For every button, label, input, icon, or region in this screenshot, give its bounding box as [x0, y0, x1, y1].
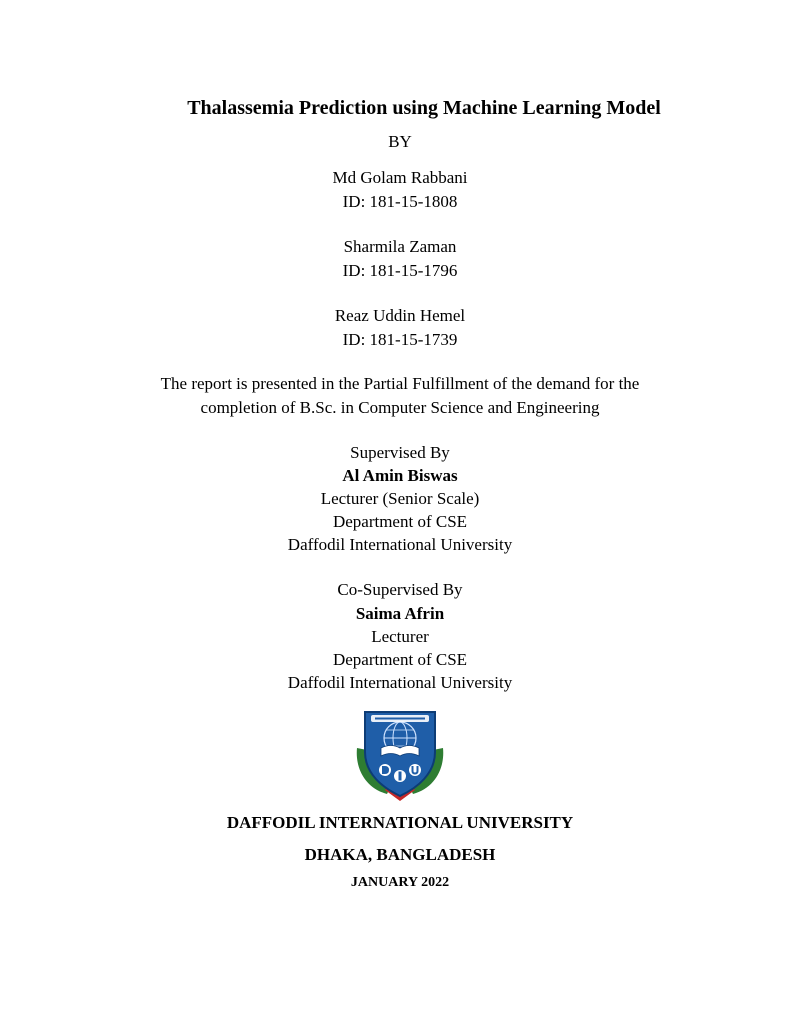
supervisor-label: Supervised By	[350, 443, 450, 462]
supervisor-department: Department of CSE	[332, 512, 468, 531]
report-date: JANUARY 2022	[350, 875, 450, 890]
university-crest-icon	[351, 708, 449, 802]
institution-location: DHAKA, BANGLADESH	[304, 845, 496, 864]
institution-name: DAFFODIL INTERNATIONAL UNIVERSITY	[226, 813, 574, 832]
author-id: ID: 181-15-1808	[342, 192, 458, 211]
statement-line: The report is presented in the Partial Fulfillment of the demand for the	[160, 374, 640, 393]
co-supervisor-name: Saima Afrin	[355, 604, 445, 623]
author-name: Reaz Uddin Hemel	[334, 306, 466, 325]
supervisor-university: Daffodil International University	[287, 535, 513, 554]
by-label: BY	[388, 132, 412, 151]
co-supervisor-department: Department of CSE	[332, 650, 468, 669]
co-supervisor-university: Daffodil International University	[287, 673, 513, 692]
author-id: ID: 181-15-1796	[342, 261, 458, 280]
author-name: Sharmila Zaman	[343, 237, 457, 256]
co-supervisor-label: Co-Supervised By	[337, 580, 463, 599]
report-title: Thalassemia Prediction using Machine Learning Model	[187, 97, 661, 119]
supervisor-name: Al Amin Biswas	[342, 466, 458, 485]
supervisor-position: Lecturer (Senior Scale)	[320, 489, 480, 508]
statement-line: completion of B.Sc. in Computer Science and Engineering	[200, 398, 600, 417]
co-supervisor-position: Lecturer	[371, 627, 429, 646]
author-id: ID: 181-15-1739	[342, 330, 458, 349]
author-name: Md Golam Rabbani	[332, 168, 468, 187]
